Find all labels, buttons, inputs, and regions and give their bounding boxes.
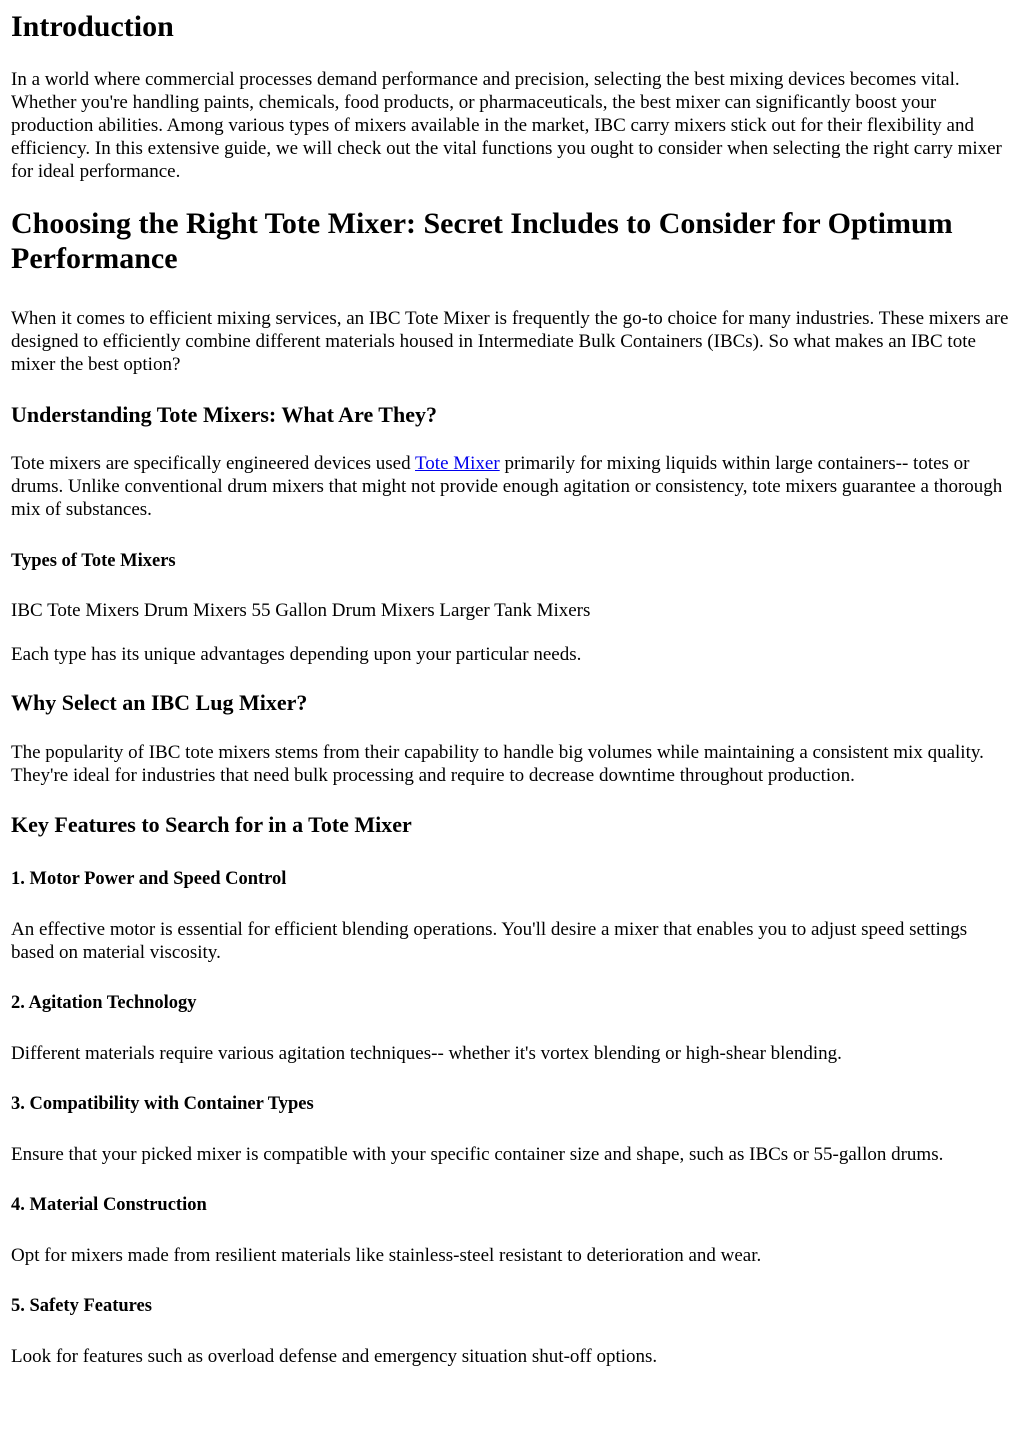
feature-heading: 5. Safety Features	[11, 1296, 152, 1316]
understanding-text-after-link: primarily for mixing liquids within large containers-- totes or drums. Unlike conventional drum mixers that might not provide enough agitation or consistency, tote mixers guarantee a thorough mix of substances.	[11, 453, 1003, 520]
intro-section	[11, 9, 1013, 183]
feature-heading: 4. Material Construction	[11, 1195, 207, 1215]
types-note: Each type has its unique advantages depending upon your particular needs.	[11, 644, 582, 665]
types-section	[11, 550, 1013, 666]
feature-text: An effective motor is essential for efficient blending operations. You'll desire a mixer that enables you to adjust speed settings based on material viscosity.	[11, 919, 968, 963]
intro-heading: Introduction	[11, 10, 174, 43]
types-list: IBC Tote Mixers Drum Mixers 55 Gallon Drum Mixers Larger Tank Mixers	[11, 600, 591, 621]
tote-mixer-link[interactable]: Tote Mixer	[415, 453, 500, 474]
understanding-paragraph	[11, 452, 1013, 521]
feature-heading: 3. Compatibility with Container Types	[11, 1094, 314, 1114]
feature-text: Look for features such as overload defense and emergency situation shut-off options.	[11, 1346, 658, 1367]
choosing-heading: Choosing the Right Tote Mixer: Secret Includes to Consider for Optimum Performance	[11, 207, 953, 275]
key-features-heading: Key Features to Search for in a Tote Mixer	[11, 812, 412, 837]
understanding-section	[11, 402, 1013, 521]
key-features-section	[11, 812, 1013, 1368]
understanding-heading: Understanding Tote Mixers: What Are They?	[11, 402, 437, 427]
understanding-text-before-link: Tote mixers are specifically engineered devices used	[11, 453, 416, 474]
feature-text: Ensure that your picked mixer is compatible with your specific container size and shape, such as IBCs or 55-gallon drums.	[11, 1144, 944, 1165]
types-heading: Types of Tote Mixers	[11, 551, 176, 571]
why-heading: Why Select an IBC Lug Mixer?	[11, 690, 308, 715]
choosing-paragraph: When it comes to efficient mixing services, an IBC Tote Mixer is frequently the go-to choice for many industries. These mixers are designed to efficiently combine different materials housed in Intermediate Bulk Containers (IBCs). So what makes an IBC tote mixer the best option?	[11, 308, 1009, 375]
feature-text: Opt for mixers made from resilient materials like stainless-steel resistant to deterioration and wear.	[11, 1245, 762, 1266]
document-page	[0, 9, 1024, 1368]
why-paragraph: The popularity of IBC tote mixers stems from their capability to handle big volumes while maintaining a consistent mix quality. They're ideal for industries that need bulk processing and require to decrease downtime throughout production.	[11, 742, 984, 786]
intro-paragraph: In a world where commercial processes demand performance and precision, selecting the best mixing devices becomes vital. Whether you're handling paints, chemicals, food products, or pharmaceuticals, the best mixer can significantly boost your production abilities. Among various types of mixers available in the market, IBC carry mixers stick out for their flexibility and efficiency. In this extensive guide, we will check out the vital functions you ought to consider when selecting the right carry mixer for ideal performance.	[11, 69, 1002, 182]
feature-text: Different materials require various agitation techniques-- whether it's vortex blending or high-shear blending.	[11, 1043, 842, 1064]
feature-heading: 2. Agitation Technology	[11, 993, 197, 1013]
why-section	[11, 690, 1013, 787]
choosing-section	[11, 206, 1013, 376]
feature-heading: 1. Motor Power and Speed Control	[11, 869, 287, 889]
